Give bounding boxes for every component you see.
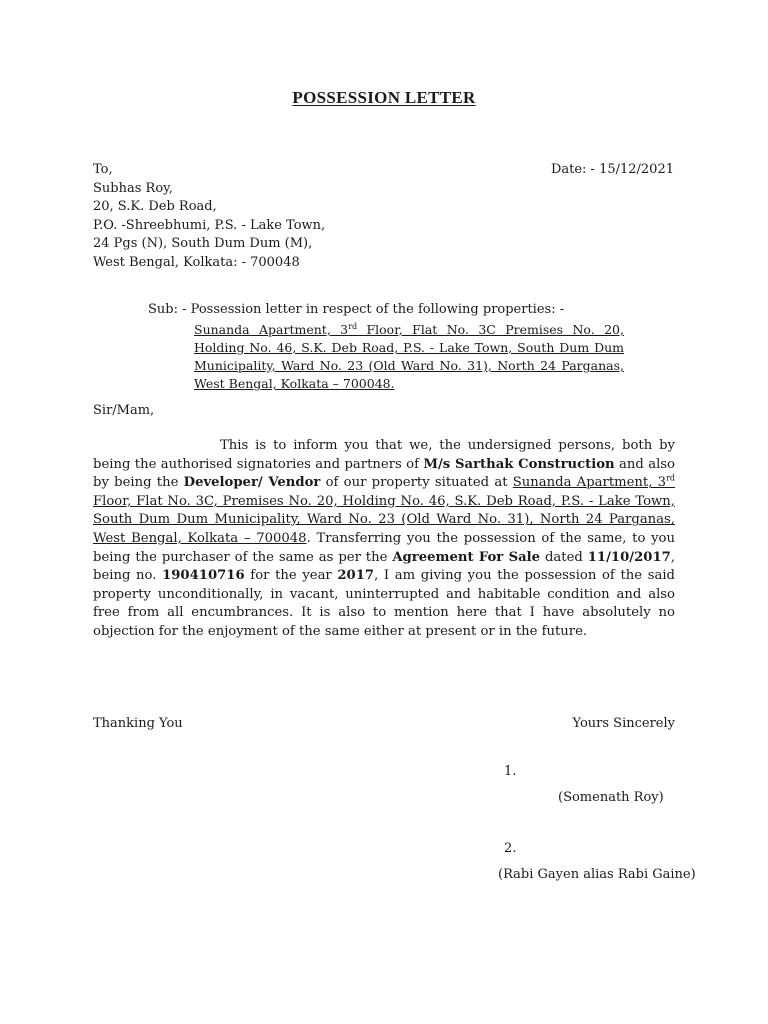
addressee-line: 20, S.K. Deb Road,: [93, 199, 217, 214]
body-paragraph: This is to inform you that we, the undersigned persons, both by being the authorised signatories and partners of M/s Sarthak Construction and also by being the Developer/ Vendor of our property situated at Sunanda Apartment, 3rd Floor, Flat No. 3C, Premises No. 20, Holding No. 46, S.K. Deb Road, P.S. - Lake Town, South Dum Dum Municipality, Ward No. 23 (Old Ward No. 31), North 24 Parganas, West Bengal, Kolkata – 700048. Transferring you the possession of the same, to you being the purchaser of the same as per the Agreement For Sale dated 11/10/2017, being no. 190410716 for the year 2017, I am giving you the possession of the said property unconditionally, in vacant, uninterrupted and habitable condition and also free from all encumbrances. It is also to mention here that I have absolutely no objection for the enjoyment of the same either at present or in the future.: [93, 438, 676, 639]
agreement-number: 190410716: [162, 568, 245, 584]
signatory-name: (Somenath Roy): [558, 790, 664, 805]
letter-date: Date: - 15/12/2021: [550, 162, 674, 177]
signatory-name: (Rabi Gayen alias Rabi Gaine): [498, 867, 696, 882]
firm-name: M/s Sarthak Construction: [423, 456, 615, 472]
addressee-line: West Bengal, Kolkata: - 700048: [93, 254, 300, 270]
addressee-block: [93, 161, 325, 272]
closing-thanks: Thanking You: [93, 716, 183, 731]
signatory-number: 2.: [504, 841, 517, 856]
agreement-year: 2017: [337, 568, 375, 584]
agreement-type: Agreement For Sale: [392, 549, 541, 565]
addressee-line: P.O. -Shreebhumi, P.S. - Lake Town,: [93, 217, 326, 233]
developer-role: Developer/ Vendor: [183, 475, 321, 491]
addressee-line: 24 Pgs (N), South Dum Dum (M),: [93, 236, 313, 251]
signatory-number: 1.: [504, 764, 517, 779]
to-label: To,: [93, 162, 113, 177]
closing-sincerely: Yours Sincerely: [572, 716, 675, 731]
agreement-date: 11/10/2017: [587, 549, 671, 565]
salutation: Sir/Mam,: [93, 403, 155, 418]
property-address: Sunanda Apartment, 3rd Floor, Flat No. 3C, Premises No. 20, Holding No. 46, S.K. Deb Road, P.S. - Lake Town, South Dum Dum Municipality, Ward No. 23 (Old Ward No. 31), North 24 Parganas, West Bengal, Kolkata – 700048: [93, 473, 676, 546]
subject-line: Sub: - Possession letter in respect of the following properties: -: [148, 302, 565, 317]
letter-title-text: POSSESSION LETTER: [292, 88, 476, 107]
property-detail: Sunanda Apartment, 3rd Floor, Flat No. 3C Premises No. 20, Holding No. 46, S.K. Deb Road, P.S. - Lake Town, South Dum Dum Municipality, Ward No. 23 (Old Ward No. 31), North 24 Parganas, West Bengal, Kolkata – 700048.: [194, 321, 624, 391]
addressee-line: Subhas Roy,: [93, 180, 173, 196]
letter-title: [0, 88, 768, 108]
